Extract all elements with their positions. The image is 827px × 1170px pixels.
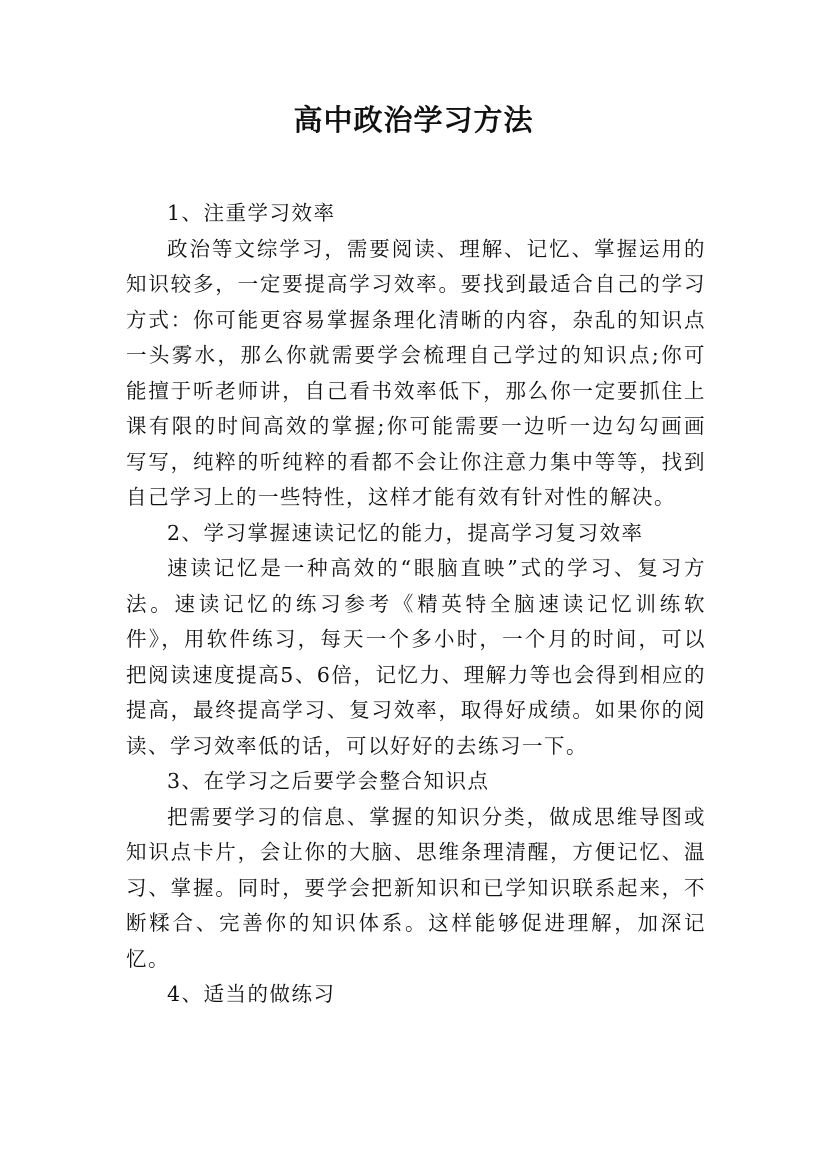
page-title: 高中政治学习方法 — [293, 103, 534, 137]
section-heading-1: 1、注重学习效率 — [167, 201, 336, 225]
section-heading-3: 3、在学习之后要学会整合知识点 — [167, 769, 490, 793]
section-heading-2: 2、学习掌握速读记忆的能力，提高学习复习效率 — [167, 520, 644, 545]
section-paragraph-3: 把需要学习的信息、掌握的知识分类，做成思维导图或知识点卡片，会让你的大脑、思维条理清醒，方便记忆、温习、掌握。同时，要学会把新知识和已学知识联系起来，不断糅合、完善你的知识体系。这样能够促进理解，加深记忆。 — [126, 804, 706, 971]
section-paragraph-1: 政治等文综学习，需要阅读、理解、记忆、掌握运用的知识较多，一定要提高学习效率。要找到最适合自己的学习方式：你可能更容易掌握条理化清晰的内容，杂乱的知识点一头雾水，那么你就需要学会梳理自己学过的知识点;你可能擅于听老师讲，自己看书效率低下，那么你一定要抓住上课有限的时间高效的掌握;你可能需要一边听一边勾勾画画写写，纯粹的听纯粹的看都不会让你注意力集中等等，找到自己学习上的一些特性，这样才能有效有针对性的解决。 — [126, 236, 706, 509]
section-paragraph-2: 速读记忆是一种高效的“眼脑直映”式的学习、复习方法。速读记忆的练习参考《精英特全脑速读记忆训练软件》，用软件练习，每天一个多小时，一个月的时间，可以把阅读速度提高5、6倍，记忆力、理解力等也会得到相应的提高，最终提高学习、复习效率，取得好成绩。如果你的阅读、学习效率低的话，可以好好的去练习一下。 — [126, 556, 706, 758]
document-body — [126, 196, 706, 1013]
section-heading-4: 4、适当的做练习 — [167, 982, 336, 1006]
